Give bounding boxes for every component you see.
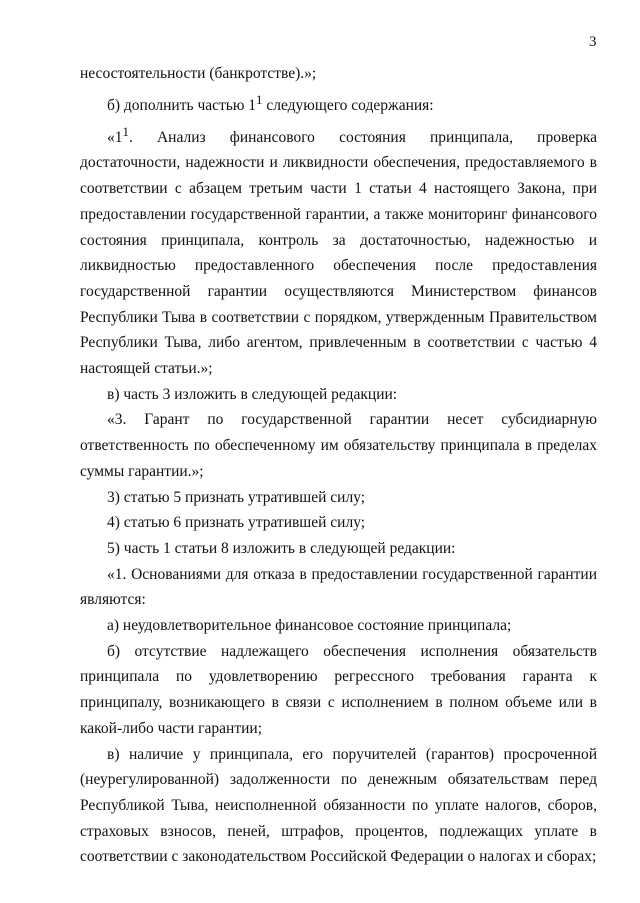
paragraph-item-5: [80, 536, 597, 562]
document-body: [80, 61, 597, 870]
paragraph-ground-b: [80, 639, 597, 742]
paragraph-text: в) часть 3 изложить в следующей редакции:: [107, 385, 398, 403]
paragraph-text: «1. Основаниями для отказа в предоставлении государственной гарантии являются:: [80, 565, 597, 609]
paragraph-part-3: [80, 407, 597, 484]
paragraph-continuation: [80, 61, 597, 87]
paragraph-text: «1: [107, 128, 123, 146]
paragraph-item-3: [80, 485, 597, 511]
paragraph-text: 4) статью 6 признать утратившей силу;: [107, 514, 366, 532]
paragraph-text: а) неудовлетворительное финансовое состояние принципала;: [107, 617, 512, 635]
paragraph-text: «3. Гарант по государственной гарантии несет субсидиарную ответственность по обеспеченному им обязательству принципала в пределах суммы гарантии.»;: [80, 411, 597, 480]
page-number: 3: [589, 34, 597, 50]
superscript: 1: [256, 91, 263, 107]
paragraph-part-1-1: [80, 119, 597, 382]
superscript: 1: [122, 123, 129, 139]
paragraph-text: б) отсутствие надлежащего обеспечения исполнения обязательств принципала по удовлетворению регрессного требования гаранта к принципалу, возникающего в связи с исполнением в полном объеме или в какой-либо части гарантии;: [80, 642, 597, 737]
paragraph-text: . Анализ финансового состояния принципала, проверка достаточности, надежности и ликвидности обеспечения, предоставляемого в соответствии с абзацем третьим части 1 статьи 4 настоящего Закона, при предоставлении государственной гарантии, а также мониторинг финансового состояния принципала, контроль за достаточностью, надежностью и ликвидностью предоставленного обеспечения после предоставления государственной гарантии осуществляются Министерством финансов Республики Тыва в соответствии с порядком, утвержденным Правительством Республики Тыва, либо агентом, привлеченным в соответствии с частью 4 настоящей статьи.»;: [80, 128, 597, 378]
paragraph-amendment-b: [80, 87, 597, 119]
paragraph-text: 3) статью 5 признать утратившей силу;: [107, 488, 366, 506]
paragraph-grounds-intro: [80, 562, 597, 613]
paragraph-text: б) дополнить частью 1: [107, 96, 257, 114]
paragraph-text: несостоятельности (банкротстве).»;: [80, 65, 317, 82]
paragraph-ground-a: [80, 613, 597, 639]
paragraph-amendment-v: [80, 382, 597, 408]
paragraph-item-4: [80, 510, 597, 536]
paragraph-text: в) наличие у принципала, его поручителей (гарантов) просроченной (неурегулированной) задолженности по денежным обязательствам перед Республикой Тыва, неисполненной обязанности по уплате налогов, сборов, страховых взносов, пеней, штрафов, процентов, подлежащих уплате в соответствии с законодательством Российской Федерации о налогах и сборах;: [80, 745, 597, 866]
paragraph-text: 5) часть 1 статьи 8 изложить в следующей редакции:: [107, 539, 456, 557]
paragraph-text: следующего содержания:: [262, 96, 434, 114]
paragraph-ground-v: [80, 742, 597, 871]
